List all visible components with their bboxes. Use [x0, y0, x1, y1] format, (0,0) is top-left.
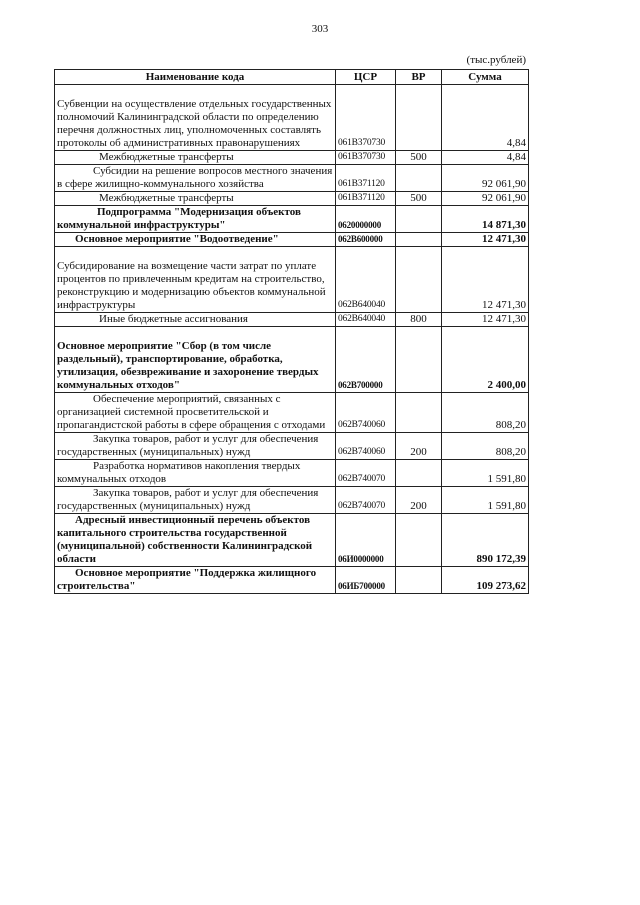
- table-row: [55, 313, 529, 327]
- table-row: [55, 567, 529, 594]
- row-name-text: Иные бюджетные ассигнования: [99, 313, 248, 325]
- row-name-text: Разработка нормативов накопления твердых коммунальных отходов: [57, 460, 301, 485]
- table-body: [55, 85, 529, 594]
- row-csr: 06И0000000: [336, 514, 396, 567]
- row-name-text: Адресный инвестиционный перечень объектов капитального строительства государственной (муниципальной) собственности Калининградской области: [57, 514, 313, 565]
- table-row: [55, 206, 529, 233]
- table-row: [55, 487, 529, 514]
- row-name-text: Основное мероприятие "Водоотведение": [75, 233, 279, 245]
- row-sum: 12 471,30: [442, 233, 529, 247]
- row-sum: 890 172,39: [442, 514, 529, 567]
- table-row: [55, 393, 529, 433]
- row-csr: 0620000000: [336, 206, 396, 233]
- table-row: [55, 327, 529, 393]
- row-name: [55, 192, 336, 206]
- row-sum: 92 061,90: [442, 192, 529, 206]
- row-sum: 808,20: [442, 393, 529, 433]
- row-sum: 92 061,90: [442, 165, 529, 192]
- row-vr: [396, 85, 442, 151]
- row-sum: 12 471,30: [442, 247, 529, 313]
- row-sum: 14 871,30: [442, 206, 529, 233]
- row-csr: 062В640040: [336, 313, 396, 327]
- row-name-text: Закупка товаров, работ и услуг для обеспечения государственных (муниципальных) нужд: [57, 433, 319, 458]
- row-vr: 500: [396, 192, 442, 206]
- row-spacer: [57, 327, 333, 340]
- row-vr: 500: [396, 151, 442, 165]
- row-name: [55, 393, 336, 433]
- budget-table: [54, 69, 529, 594]
- table-row: [55, 433, 529, 460]
- row-spacer: [57, 247, 333, 260]
- row-name: [55, 433, 336, 460]
- row-sum: 4,84: [442, 85, 529, 151]
- row-vr: [396, 393, 442, 433]
- row-name: [55, 233, 336, 247]
- row-csr: 061В370730: [336, 85, 396, 151]
- row-name: [55, 313, 336, 327]
- row-vr: [396, 514, 442, 567]
- row-sum: 109 273,62: [442, 567, 529, 594]
- row-csr: 061В371120: [336, 192, 396, 206]
- row-csr: 062В740070: [336, 460, 396, 487]
- row-name-text: Закупка товаров, работ и услуг для обеспечения государственных (муниципальных) нужд: [57, 487, 319, 512]
- row-name: [55, 85, 336, 151]
- row-csr: 06ИБ700000: [336, 567, 396, 594]
- row-csr: 062В740070: [336, 487, 396, 514]
- row-csr: 062В600000: [336, 233, 396, 247]
- row-csr: 062В740060: [336, 433, 396, 460]
- units-label: (тыс.рублей): [466, 54, 526, 66]
- row-sum: 1 591,80: [442, 487, 529, 514]
- row-vr: 200: [396, 487, 442, 514]
- row-name-text: Основное мероприятие "Поддержка жилищного строительства": [57, 567, 317, 592]
- table-row: [55, 233, 529, 247]
- row-vr: [396, 327, 442, 393]
- row-sum: 12 471,30: [442, 313, 529, 327]
- row-name: [55, 165, 336, 192]
- row-name: [55, 247, 336, 313]
- row-vr: 200: [396, 433, 442, 460]
- page-number: 303: [311, 23, 329, 35]
- row-name-text: Подпрограмма "Модернизация объектов коммунальной инфраструктуры": [57, 206, 301, 231]
- row-name-text: Межбюджетные трансферты: [99, 151, 234, 163]
- table-row: [55, 247, 529, 313]
- row-csr: 062В640040: [336, 247, 396, 313]
- row-sum: 2 400,00: [442, 327, 529, 393]
- row-vr: [396, 233, 442, 247]
- table-header-row: [55, 70, 529, 85]
- row-name-text: Основное мероприятие "Сбор (в том числе раздельный), транспортирование, обработка, утилизация, обезвреживание и захоронение твердых коммунальных отходов": [57, 340, 319, 391]
- row-sum: 1 591,80: [442, 460, 529, 487]
- table-row: [55, 85, 529, 151]
- row-spacer: [57, 85, 333, 98]
- row-name-text: Межбюджетные трансферты: [99, 192, 234, 204]
- table-row: [55, 514, 529, 567]
- row-csr: 061В371120: [336, 165, 396, 192]
- header-sum: Сумма: [442, 70, 529, 85]
- row-csr: 061В370730: [336, 151, 396, 165]
- header-csr: ЦСР: [336, 70, 396, 85]
- row-csr: 062В700000: [336, 327, 396, 393]
- row-name-text: Субвенции на осуществление отдельных государственных полномочий Калининградской области по определению перечня должностных лиц, уполномоченных составлять протоколы об административных правонарушениях: [57, 98, 332, 149]
- row-sum: 808,20: [442, 433, 529, 460]
- row-csr: 062В740060: [336, 393, 396, 433]
- header-vr: ВР: [396, 70, 442, 85]
- table-row: [55, 192, 529, 206]
- table-row: [55, 460, 529, 487]
- row-sum: 4,84: [442, 151, 529, 165]
- table-row: [55, 165, 529, 192]
- table-row: [55, 151, 529, 165]
- row-vr: [396, 460, 442, 487]
- row-vr: [396, 247, 442, 313]
- row-name: [55, 514, 336, 567]
- row-vr: [396, 567, 442, 594]
- row-vr: 800: [396, 313, 442, 327]
- header-name: Наименование кода: [55, 70, 336, 85]
- row-name-text: Субсидии на решение вопросов местного значения в сфере жилищно-коммунального хозяйства: [57, 165, 333, 190]
- row-name-text: Субсидирование на возмещение части затрат по уплате процентов по привлеченным кредитам на строительство, реконструкцию и модернизацию объектов коммунальной инфраструктуры: [57, 260, 326, 311]
- row-vr: [396, 165, 442, 192]
- row-name: [55, 567, 336, 594]
- row-name: [55, 206, 336, 233]
- row-name: [55, 327, 336, 393]
- row-name: [55, 151, 336, 165]
- row-vr: [396, 206, 442, 233]
- row-name-text: Обеспечение мероприятий, связанных с организацией системной просветительской и пропагандистской работы в сфере обращения с отходами: [57, 393, 326, 431]
- row-name: [55, 487, 336, 514]
- row-name: [55, 460, 336, 487]
